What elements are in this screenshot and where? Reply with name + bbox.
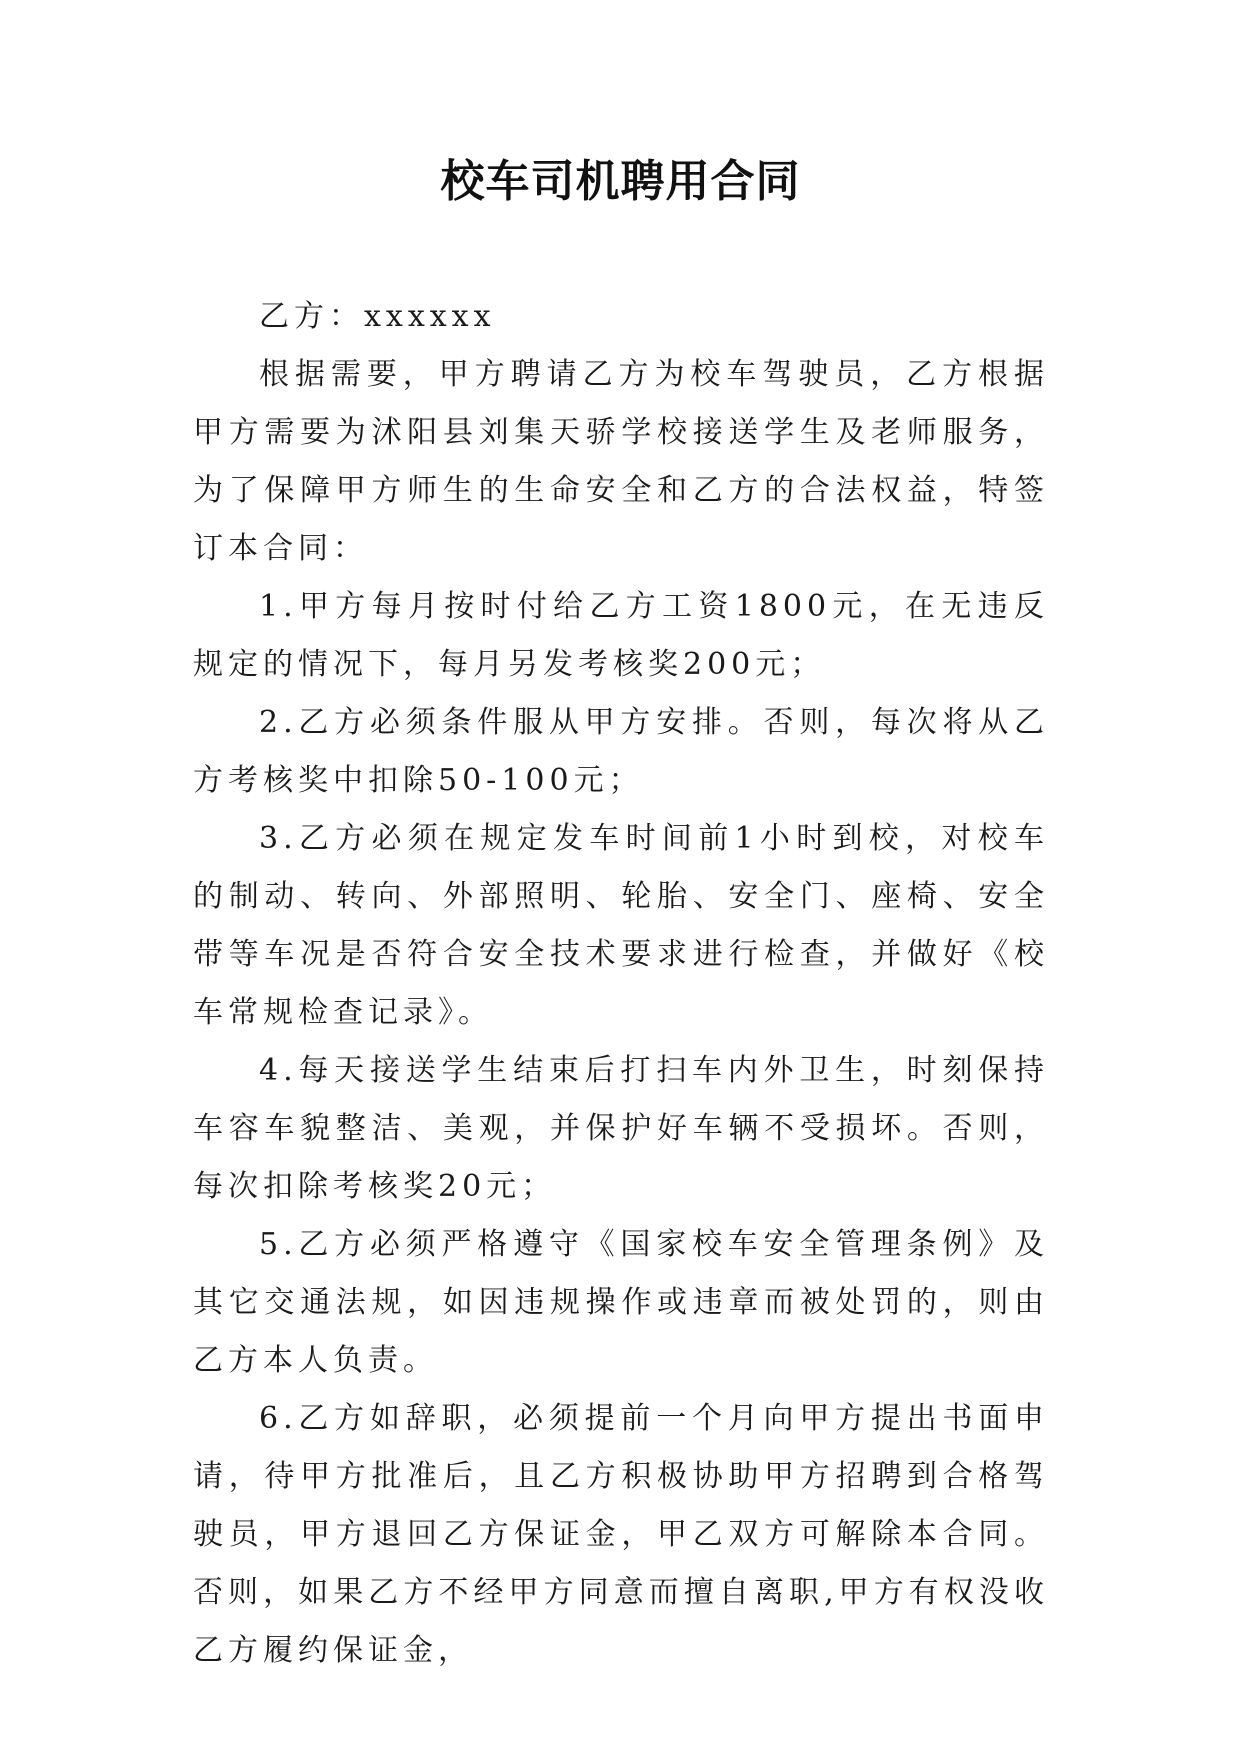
clause-4: 4.每天接送学生结束后打扫车内外卫生，时刻保持车容车貌整洁、美观，并保护好车辆不受损坏。否则，每次扣除考核奖20元； — [193, 1053, 1049, 1204]
document-title: 校车司机聘用合同 — [440, 156, 801, 207]
clause-2: 2.乙方必须条件服从甲方安排。否则，每次将从乙方考核奖中扣除50-100元； — [193, 705, 1049, 798]
clause-3: 3.乙方必须在规定发车时间前1小时到校，对校车的制动、转向、外部照明、轮胎、安全门、座椅、安全带等车况是否符合安全技术要求进行检查，并做好《校车常规检查记录》。 — [193, 821, 1049, 1030]
document-body — [193, 288, 1049, 1680]
preamble-paragraph: 根据需要，甲方聘请乙方为校车驾驶员，乙方根据甲方需要为沭阳县刘集天骄学校接送学生及老师服务，为了保障甲方师生的生命安全和乙方的合法权益，特签订本合同： — [193, 357, 1049, 566]
clause-6: 6.乙方如辞职，必须提前一个月向甲方提出书面申请，待甲方批准后，且乙方积极协助甲方招聘到合格驾驶员，甲方退回乙方保证金，甲乙双方可解除本合同。否则，如果乙方不经甲方同意而擅自离职,甲方有权没收乙方履约保证金， — [193, 1401, 1049, 1668]
party-b-line: 乙方：xxxxxx — [259, 299, 496, 334]
clause-5: 5.乙方必须严格遵守《国家校车安全管理条例》及其它交通法规，如因违规操作或违章而被处罚的，则由乙方本人负责。 — [193, 1227, 1049, 1378]
clause-1: 1.甲方每月按时付给乙方工资1800元，在无违反规定的情况下，每月另发考核奖200元； — [193, 589, 1049, 682]
